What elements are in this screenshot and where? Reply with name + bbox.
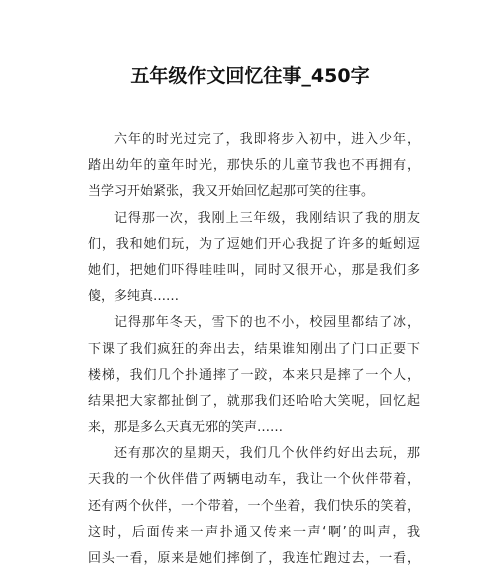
document-body <box>88 127 420 566</box>
text-line: 傻，多纯真…… <box>88 289 180 305</box>
text-line: 下课了我们疯狂的奔出去，结果谁知刚出了门口正要下 <box>88 341 420 357</box>
text-line: 还有那次的星期天，我们几个伙伴约好出去玩，那 <box>114 446 420 462</box>
text-line: 当学习开始紧张，我又开始回忆起那可笑的往事。 <box>88 184 375 200</box>
text-line: 她们，把她们吓得哇哇叫，同时又很开心，那是我们多 <box>88 262 420 278</box>
text-line: 六年的时光过完了，我即将步入初中，进入少年， <box>114 132 420 147</box>
paragraph-4 <box>88 441 420 566</box>
paragraph-2 <box>88 206 420 311</box>
text-line: 天我的一个伙伴借了两辆电动车，我让一个伙伴带着， <box>88 472 420 488</box>
text-line: 记得那年冬天，雪下的也不小，校园里都结了冰， <box>114 315 420 331</box>
paragraph-3 <box>88 310 420 441</box>
text-line: 踏出幼年的童年时光，那快乐的儿童节我也不再拥有， <box>88 158 420 174</box>
text-line: 回头一看，原来是她们摔倒了，我连忙跑过去，一看， <box>88 551 420 566</box>
paragraph-1 <box>88 127 420 206</box>
text-line: 记得那一次，我刚上三年级，我刚结识了我的朋友 <box>114 210 420 226</box>
text-line: 这时，后面传来一声扑通又传来一声‘啊’的叫声，我 <box>88 524 420 540</box>
text-line: 来，那是多么天真无邪的笑声…… <box>88 420 284 436</box>
text-line: 们，我和她们玩，为了逗她们开心我捉了许多的蚯蚓逗 <box>88 236 420 252</box>
text-line: 楼梯，我们几个扑通摔了一跤，本来只是摔了一个人， <box>88 367 420 383</box>
document-title: 五年级作文回忆往事_450字 <box>130 65 370 87</box>
text-line: 结果把大家都扯倒了，就那我们还哈哈大笑呢，回忆起 <box>88 393 420 409</box>
text-line: 还有两个伙伴，一个带着，一个坐着，我们快乐的笑着， <box>88 498 420 514</box>
